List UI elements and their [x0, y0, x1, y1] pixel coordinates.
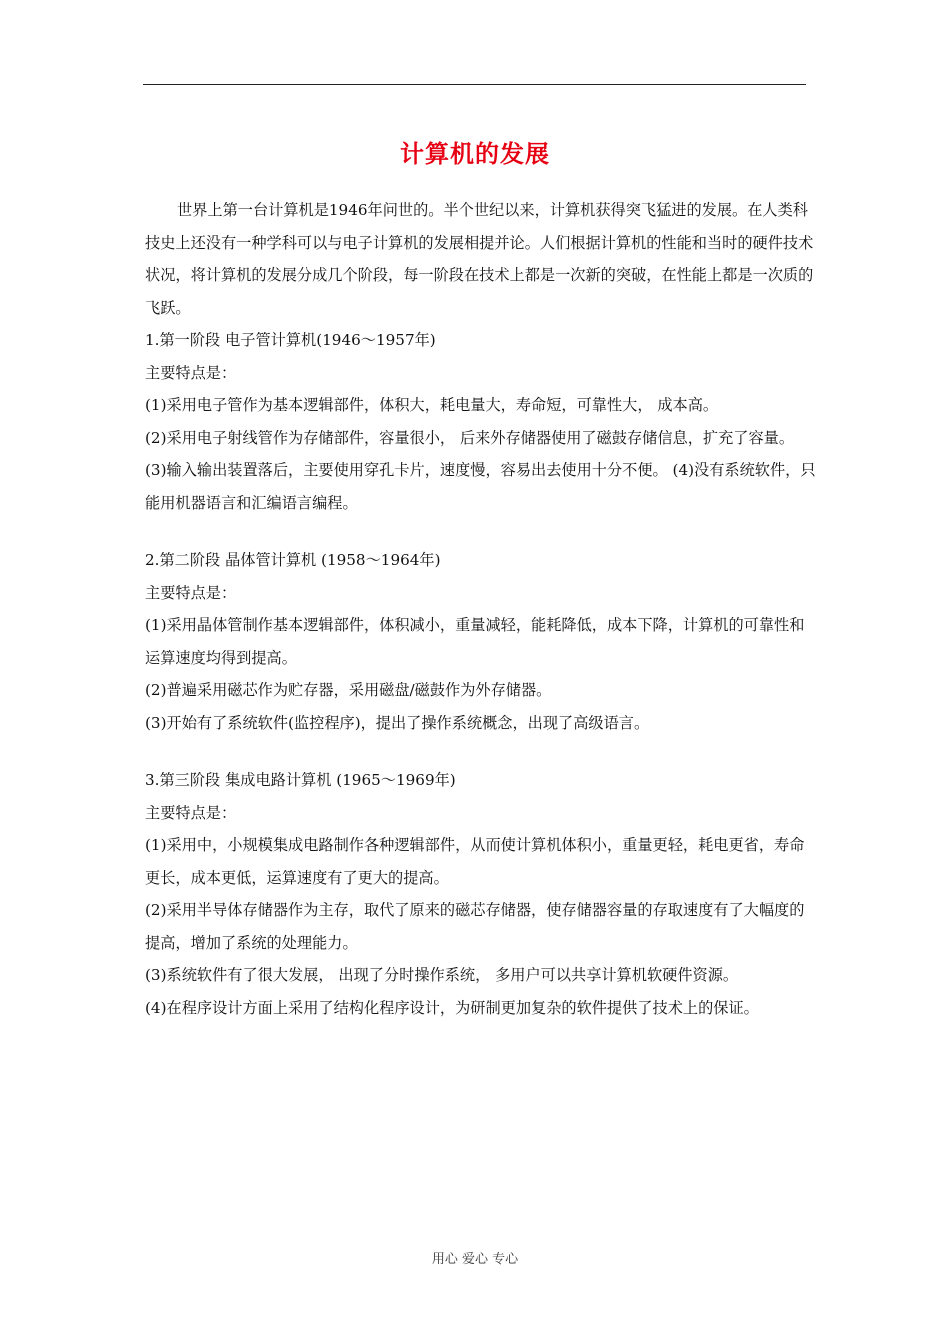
section-heading: 1.第一阶段 电子管计算机(1946～1957年): [145, 331, 436, 349]
list-item: (3)开始有了系统软件(监控程序)，提出了操作系统概念，出现了高级语言。: [145, 713, 650, 732]
list-item: (2)普遍采用磁芯作为贮存器，采用磁盘/磁鼓作为外存储器。: [145, 681, 552, 699]
list-item: (1)采用中，小规模集成电路制作各种逻辑部件，从而使计算机体积小，重量更轻，耗电更省，寿命更长，成本更低，运算速度有了更大的提高。: [145, 836, 805, 887]
intro-paragraph: 世界上第一台计算机是1946年问世的。半个世纪以来，计算机获得突飞猛进的发展。在人类科技史上还没有一种学科可以与电子计算机的发展相提并论。人们根据计算机的性能和当时的硬件技术状况，将计算机的发展分成几个阶段，每一阶段在技术上都是一次新的突破，在性能上都是一次质的飞跃。: [145, 201, 814, 317]
section-spacer: [145, 519, 817, 544]
page-title: 计算机的发展: [400, 140, 550, 168]
section-heading: 3.第三阶段 集成电路计算机 (1965～1969年): [145, 771, 456, 789]
list-item: (2)采用半导体存储器作为主存，取代了原来的磁芯存储器，使存储器容量的存取速度有了大幅度的 提高，增加了系统的处理能力。: [145, 901, 805, 952]
document-body: [145, 194, 817, 1024]
section-subheading: 主要特点是：: [145, 803, 237, 822]
list-item: (3)系统软件有了很大发展， 出现了分时操作系统， 多用户可以共享计算机软硬件资源。: [145, 966, 739, 984]
list-item: (1)采用晶体管制作基本逻辑部件，体积减小，重量减轻，能耗降低，成本下降，计算机的可靠性和运算速度均得到提高。: [145, 616, 805, 667]
list-item: (2)采用电子射线管作为存储部件，容量很小， 后来外存储器使用了磁鼓存储信息，扩充了容量。: [145, 428, 795, 447]
section-heading: 2.第二阶段 晶体管计算机 (1958～1964年): [145, 551, 441, 569]
page-footer: 用心 爱心 专心: [431, 1252, 519, 1267]
section-spacer: [145, 739, 817, 764]
list-item: (4)在程序设计方面上采用了结构化程序设计，为研制更加复杂的软件提供了技术上的保证。: [145, 998, 759, 1017]
section-subheading: 主要特点是：: [145, 583, 237, 602]
list-item: (3)输入输出装置落后，主要使用穿孔卡片，速度慢，容易出去使用十分不便。 (4)没有系统软件，只能用机器语言和汇编语言编程。: [145, 461, 816, 512]
list-item: (1)采用电子管作为基本逻辑部件，体积大，耗电量大，寿命短，可靠性大， 成本高。: [145, 396, 719, 414]
section-subheading: 主要特点是：: [145, 363, 237, 382]
header-rule: [143, 84, 806, 85]
